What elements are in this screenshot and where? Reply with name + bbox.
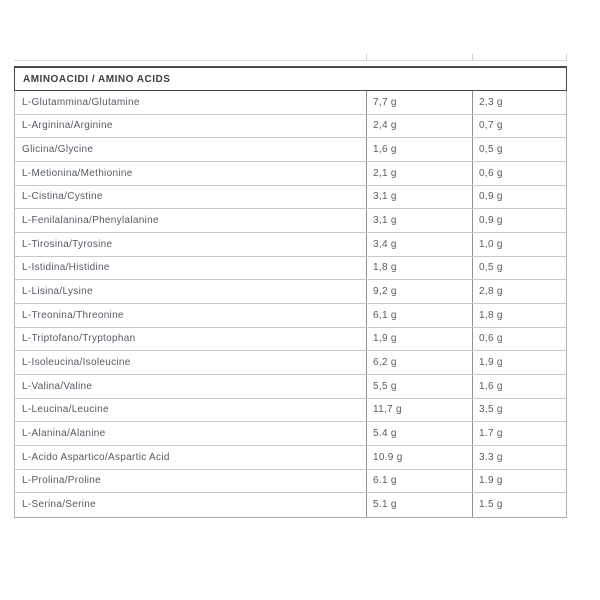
value2-cell: 1.5 g xyxy=(472,493,566,517)
cropped-column-divider-tick xyxy=(566,54,567,60)
amino-acid-name-cell: L-Prolina/Proline xyxy=(22,475,102,487)
value1-cell: 6,2 g xyxy=(366,351,472,374)
value1-cell: 6.1 g xyxy=(366,470,472,493)
table-row xyxy=(15,233,566,257)
table-row xyxy=(15,138,566,162)
value1-cell: 5,5 g xyxy=(366,375,472,398)
value2-cell: 0,6 g xyxy=(472,328,566,351)
value2-cell: 1,9 g xyxy=(472,351,566,374)
value1-cell: 1,9 g xyxy=(366,328,472,351)
amino-acid-name-cell: L-Metionina/Methionine xyxy=(22,167,133,179)
table-row xyxy=(15,304,566,328)
amino-acid-name-cell: L-Triptofano/Tryptophan xyxy=(22,333,136,345)
value1-cell: 3,4 g xyxy=(366,233,472,256)
table-row xyxy=(15,186,566,210)
amino-acid-name-cell: L-Valina/Valine xyxy=(22,380,93,392)
table-row xyxy=(15,470,566,494)
table-row xyxy=(15,399,566,423)
value1-cell: 1,8 g xyxy=(366,257,472,280)
value2-cell: 3,5 g xyxy=(472,399,566,422)
amino-acid-name-cell: L-Lisina/Lysine xyxy=(22,286,93,298)
amino-acid-name-cell: L-Istidina/Histidine xyxy=(22,262,110,274)
value1-cell: 5.4 g xyxy=(366,422,472,445)
value2-cell: 2,8 g xyxy=(472,280,566,303)
amino-acid-name-cell: L-Tirosina/Tyrosine xyxy=(22,238,113,250)
amino-acid-name-cell: L-Isoleucina/Isoleucine xyxy=(22,357,131,369)
table-row xyxy=(15,422,566,446)
value2-cell: 0,7 g xyxy=(472,115,566,138)
table-row xyxy=(15,162,566,186)
amino-acid-name-cell: L-Fenilalanina/Phenylalanine xyxy=(22,215,159,227)
table-row xyxy=(15,209,566,233)
value1-cell: 9,2 g xyxy=(366,280,472,303)
table-row xyxy=(15,280,566,304)
amino-acids-table-body xyxy=(14,91,567,518)
amino-acids-table xyxy=(14,66,567,518)
cropped-column-divider-tick xyxy=(472,54,473,60)
amino-acid-name-cell: L-Alanina/Alanine xyxy=(22,428,106,440)
table-row xyxy=(15,375,566,399)
value2-cell: 1,8 g xyxy=(472,304,566,327)
table-row xyxy=(15,328,566,352)
table-row xyxy=(15,446,566,470)
value1-cell: 5.1 g xyxy=(366,493,472,517)
value1-cell: 2,1 g xyxy=(366,162,472,185)
table-row xyxy=(15,493,566,517)
value1-cell: 3,1 g xyxy=(366,186,472,209)
value2-cell: 1.9 g xyxy=(472,470,566,493)
value1-cell: 10.9 g xyxy=(366,446,472,469)
value2-cell: 0,9 g xyxy=(472,186,566,209)
value1-cell: 2,4 g xyxy=(366,115,472,138)
cropped-row-remnant-line xyxy=(14,60,567,61)
value2-cell: 0,9 g xyxy=(472,209,566,232)
value1-cell: 11,7 g xyxy=(366,399,472,422)
value2-cell: 2,3 g xyxy=(472,91,566,114)
amino-acid-name-cell: L-Leucina/Leucine xyxy=(22,404,109,416)
amino-acid-name-cell: L-Arginina/Arginine xyxy=(22,120,113,132)
value2-cell: 0,6 g xyxy=(472,162,566,185)
table-row xyxy=(15,351,566,375)
value1-cell: 7,7 g xyxy=(366,91,472,114)
table-row xyxy=(15,257,566,281)
value1-cell: 3,1 g xyxy=(366,209,472,232)
table-row xyxy=(15,115,566,139)
value2-cell: 0,5 g xyxy=(472,138,566,161)
value2-cell: 1.7 g xyxy=(472,422,566,445)
amino-acid-name-cell: L-Glutammina/Glutamine xyxy=(22,96,140,108)
value1-cell: 6,1 g xyxy=(366,304,472,327)
amino-acid-name-cell: L-Treonina/Threonine xyxy=(22,309,124,321)
value2-cell: 1,0 g xyxy=(472,233,566,256)
amino-acid-name-cell: L-Acido Aspartico/Aspartic Acid xyxy=(22,451,170,463)
amino-acids-table-header: AMINOACIDI / AMINO ACIDS xyxy=(14,66,567,91)
table-row xyxy=(15,91,566,115)
value1-cell: 1,6 g xyxy=(366,138,472,161)
value2-cell: 3.3 g xyxy=(472,446,566,469)
value2-cell: 1,6 g xyxy=(472,375,566,398)
cropped-column-divider-tick xyxy=(366,54,367,60)
amino-acid-name-cell: L-Cistina/Cystine xyxy=(22,191,103,203)
value2-cell: 0,5 g xyxy=(472,257,566,280)
amino-acid-name-cell: L-Serina/Serine xyxy=(22,499,96,511)
amino-acid-name-cell: Glicina/Glycine xyxy=(22,144,94,156)
